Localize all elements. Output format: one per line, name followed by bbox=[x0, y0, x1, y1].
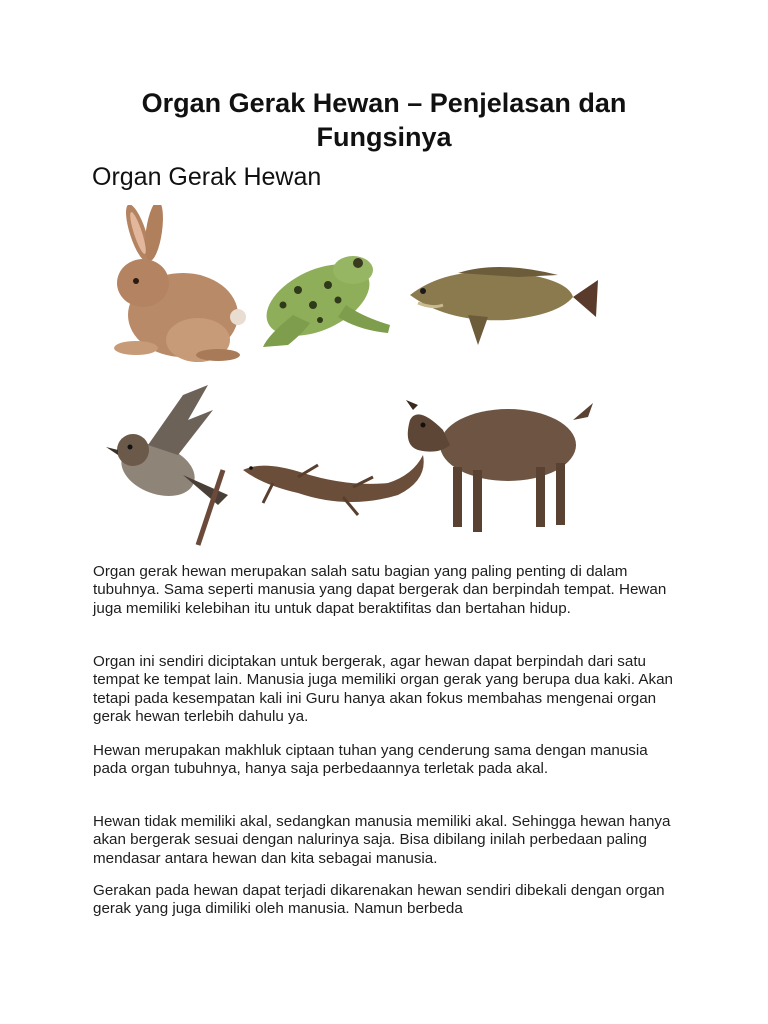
rabbit-image bbox=[114, 205, 246, 362]
page-title: Organ Gerak Hewan – Penjelasan dan Fungsinya bbox=[141, 88, 627, 152]
section-heading: Organ Gerak Hewan bbox=[92, 163, 322, 191]
paragraph: Gerakan pada hewan dapat terjadi dikarenakan hewan sendiri dibekali dengan organ gerak yang juga dimiliki oleh manusia. Namun berbeda bbox=[93, 882, 665, 918]
fish-image bbox=[410, 267, 598, 345]
sparrow-image bbox=[106, 385, 228, 545]
lizard-image bbox=[243, 455, 424, 515]
goat-image bbox=[406, 400, 593, 532]
paragraph: Hewan tidak memiliki akal, sedangkan manusia memiliki akal. Sehingga hewan hanya akan bergerak sesuai dengan nalurinya saja. Bisa dibilang inilah perbedaan paling mendasar antara hewan dan kita sebagai manusia. bbox=[93, 813, 671, 867]
animals-figure bbox=[88, 205, 608, 550]
paragraph: Hewan merupakan makhluk ciptaan tuhan yang cenderung sama dengan manusia pada organ tubuhnya, hanya saja perbedaannya terletak pada akal. bbox=[93, 742, 648, 778]
paragraph: Organ gerak hewan merupakan salah satu bagian yang paling penting di dalam tubuhnya. Sama seperti manusia yang dapat bergerak dan berpindah tempat. Hewan juga memiliki kelebihan itu untuk dapat beraktifitas dan bertahan hidup. bbox=[93, 563, 667, 617]
frog-image bbox=[255, 250, 390, 351]
paragraph: Organ ini sendiri diciptakan untuk bergerak, agar hewan dapat berpindah dari satu tempat ke tempat lain. Manusia juga memiliki organ gerak yang berupa dua kaki. Akan tetapi pada kesempatan kali ini Guru hanya akan fokus membahas mengenai organ gerak hewan terlebih dahulu ya. bbox=[93, 653, 673, 726]
